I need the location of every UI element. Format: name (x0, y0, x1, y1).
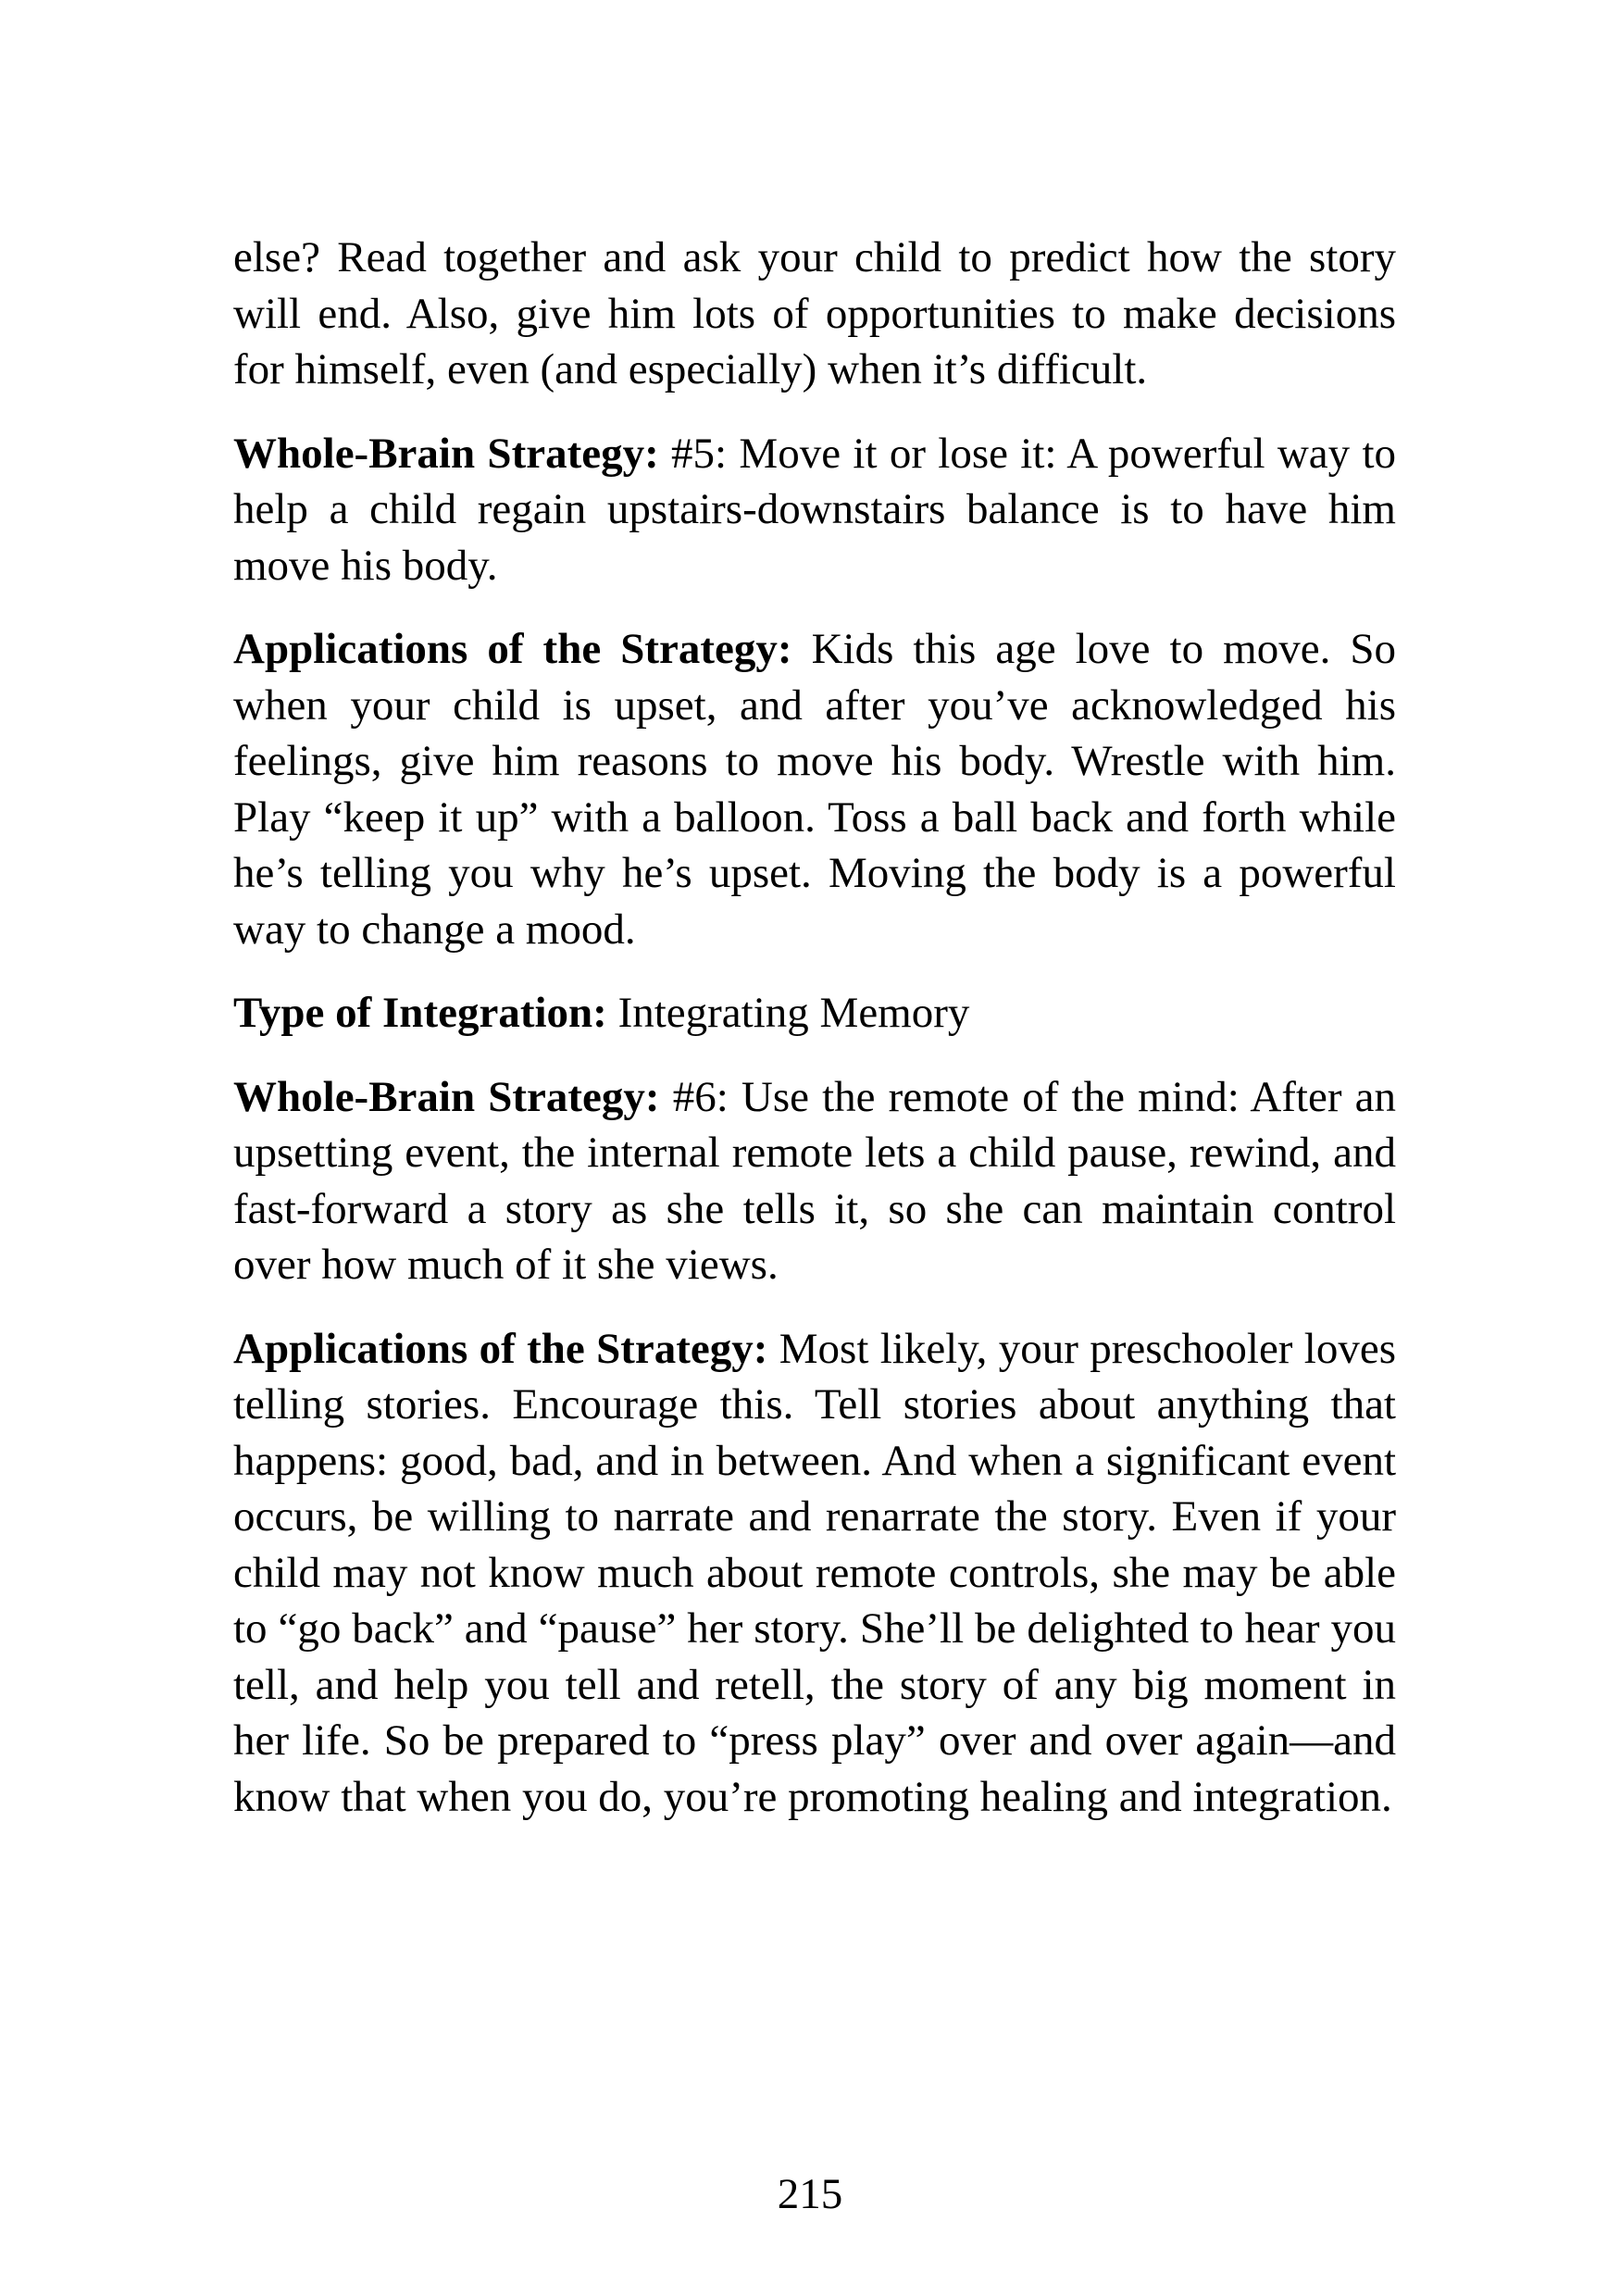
paragraph-label: Applications of the Strategy: (233, 1324, 768, 1373)
paragraph-text: Kids this age love to move. So when your child is upset, and after you’ve acknowledged his feelings, give him reasons to move his body. Wrestle with him. Play “keep it up” with a balloon. Toss a ball back and forth while he’s telling you why he’s upset. Moving the body is a powerful way to change a mood. (233, 625, 1396, 954)
page-body (233, 230, 1396, 1853)
paragraph-text: Most likely, your preschooler loves telling stories. Encourage this. Tell stories about anything that happens: good, bad, and in between. And when a significant event occurs, be willing to narrate and renarrate the story. Even if your child may not know much about remote controls, she may be able to “go back” and “pause” her story. She’ll be delighted to hear you tell, and help you tell and retell, the story of any big moment in her life. So be prepared to “press play” over and over again—and know that when you do, you’re promoting healing and integration. (233, 1324, 1396, 1821)
paragraph-label: Whole-Brain Strategy: (233, 1072, 660, 1121)
paragraph-strategy-5 (233, 426, 1396, 594)
paragraph-text: else? Read together and ask your child to predict how the story will end. Also, give him lots of opportunities to make decisions for himself, even (and especially) when it’s difficult. (233, 233, 1396, 393)
paragraph-continuation (233, 230, 1396, 398)
paragraph-label: Whole-Brain Strategy: (233, 429, 659, 478)
paragraph-application-6 (233, 1321, 1396, 1826)
page-number: 215 (777, 2170, 843, 2218)
paragraph-text: #6: Use the remote of the mind: After an upsetting event, the internal remote lets a child pause, rewind, and fast-forward a story as she tells it, so she can maintain control over how much of it she views. (233, 1072, 1396, 1289)
paragraph-text: #5: Move it or lose it: A powerful way to help a child regain upstairs-downstairs balance is to have him move his body. (233, 429, 1397, 590)
paragraph-label: Applications of the Strategy: (233, 625, 792, 673)
paragraph-strategy-6 (233, 1069, 1396, 1293)
paragraph-application-5 (233, 621, 1396, 957)
paragraph-text: Integrating Memory (606, 989, 970, 1037)
paragraph-integration-type (233, 985, 1396, 1042)
paragraph-label: Type of Integration: (233, 989, 607, 1037)
